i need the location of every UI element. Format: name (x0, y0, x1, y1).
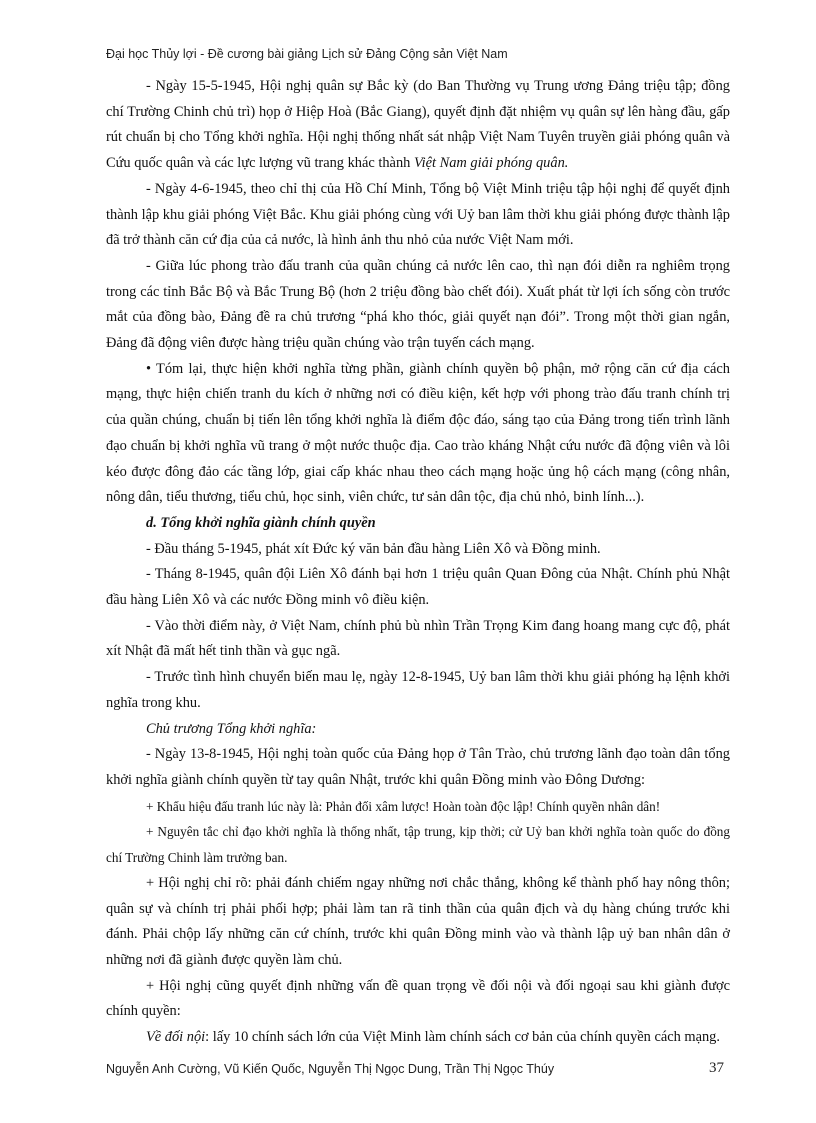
paragraph-khu-giai-phong: - Ngày 4-6-1945, theo chỉ thị của Hồ Chí Minh, Tổng bộ Việt Minh triệu tập hội nghị để quyết định thành lập khu giải phóng Việt Bắc. Khu giải phóng cùng với Uỷ ban lâm thời khu giải phóng được thành lập đã trở thành căn cứ địa của cả nước, là hình ảnh thu nhỏ của nước Việt Nam mới. (106, 180, 730, 249)
paragraph-nan-doi: - Giữa lúc phong trào đấu tranh của quần chúng cả nước lên cao, thì nạn đói diễn ra nghiêm trọng trong các tỉnh Bắc Bộ và Bắc Trung Bộ (hơn 2 triệu đồng bào chết đói). Xuất phát từ lợi ích sống còn trước mắt của đồng bào, Đảng đề ra chủ trương “phá kho thóc, giải quyết nạn đói”. Trong một thời gian ngắn, Đảng đã động viên được hàng triệu quần chúng vào trận tuyến cách mạng. (106, 257, 730, 352)
paragraph-lenh-khoi-nghia: - Trước tình hình chuyển biến mau lẹ, ngày 12-8-1945, Uỷ ban lâm thời khu giải phóng hạ lệnh khởi nghĩa trong khu. (106, 669, 730, 711)
paragraph-nguyen-tac: + Nguyên tắc chỉ đạo khởi nghĩa là thống nhất, tập trung, kịp thời; cử Uỷ ban khởi nghĩa toàn quốc do đồng chí Trường Chinh làm trưởng ban. (106, 824, 730, 866)
sub-heading: Chủ trương Tổng khởi nghĩa: (146, 720, 317, 737)
paragraph-duc-dau-hang: - Đầu tháng 5-1945, phát xít Đức ký văn bản đầu hàng Liên Xô và Đồng minh. (146, 540, 601, 557)
paragraph-hoi-nghi-toan-quoc: - Ngày 13-8-1945, Hội nghị toàn quốc của Đảng họp ở Tân Trào, chủ trương lãnh đạo toàn dân tổng khởi nghĩa giành chính quyền từ tay quân Nhật, trước khi quân Đồng minh vào Đông Dương: (106, 746, 730, 788)
paragraph-text: Tóm lại, thực hiện khởi nghĩa từng phần, giành chính quyền bộ phận, mở rộng căn cứ địa cách mạng, thực hiện chiến tranh du kích ở những nơi có điều kiện, kết hợp với phong trào đấu tranh chính trị của quần chúng, chuẩn bị tiến lên tổng khởi nghĩa là điểm độc đáo, sáng tạo của Đảng trong tiến trình lãnh đạo chuẩn bị khởi nghĩa vũ trang ở một nước thuộc địa. Cao trào kháng Nhật cứu nước đã động viên và lôi kéo được đông đảo các tầng lớp, giai cấp khác nhau theo cách mạng hoặc ủng hộ cách mạng (công nhân, nông dân, tiểu thương, tiểu chủ, học sinh, viên chức, tư sản dân tộc, địa chủ nhỏ, binh lính...). (106, 360, 730, 506)
paragraph-text: - Ngày 15-5-1945, Hội nghị quân sự Bắc kỳ (do Ban Thường vụ Trung ương Đảng triệu tập; đồng chí Trường Chinh chủ trì) họp ở Hiệp Hoà (Bắc Giang), quyết định đặt nhiệm vụ quân sự lên hàng đầu, gấp rút chuẩn bị cho Tổng khởi nghĩa. Hội nghị thống nhất sát nhập Việt Nam Tuyên truyền giải phóng quân và Cứu quốc quân và các lực lượng vũ trang khác thành (106, 78, 730, 172)
page-body (106, 74, 730, 1051)
paragraph-hoi-nghi-quan-su (106, 74, 730, 177)
bullet: • (146, 360, 152, 377)
paragraph-text: : lấy 10 chính sách lớn của Việt Minh làm chính sách cơ bản của chính quyền cách mạng. (205, 1029, 720, 1046)
paragraph-khau-hieu: + Khẩu hiệu đấu tranh lúc này là: Phản đối xâm lược! Hoàn toàn độc lập! Chính quyền nhân dân! (146, 798, 661, 814)
paragraph-ve-doi-noi (106, 1025, 730, 1051)
section-heading: d. Tổng khởi nghĩa giành chính quyền (146, 514, 376, 531)
paragraph-nhat-dau-hang: - Tháng 8-1945, quân đội Liên Xô đánh bại hơn 1 triệu quân Quan Đông của Nhật. Chính phủ Nhật đầu hàng Liên Xô và các nước Đồng minh vô điều kiện. (106, 566, 730, 609)
italic-term: Việt Nam giải phóng quân. (413, 155, 569, 172)
paragraph-chinh-phu-bu-nhin: - Vào thời điểm này, ở Việt Nam, chính phủ bù nhìn Trần Trọng Kim đang hoang mang cực độ, phát xít Nhật đã mất hết tinh thần và gục ngã. (106, 617, 730, 660)
paragraph-tom-lai (106, 357, 730, 511)
footer-authors: Nguyễn Anh Cường, Vũ Kiến Quốc, Nguyễn Thị Ngọc Dung, Trần Thị Ngọc Thúy (106, 1062, 555, 1076)
italic-term: Về đối nội (146, 1029, 206, 1046)
page-number: 37 (709, 1060, 724, 1076)
paragraph-hoi-nghi-chi-ro: + Hội nghị chỉ rõ: phải đánh chiếm ngay những nơi chắc thắng, không kể thành phố hay nông thôn; quân sự và chính trị phải phối hợp; phải làm tan rã tinh thần của quân địch và dụ hàng chúng trước khi đánh. Phải chộp lấy những căn cứ chính, trước khi quân Đồng minh vào và thành lập uỷ ban nhân dân ở những nơi đã giành được quyền làm chủ. (106, 874, 730, 968)
paragraph-doi-noi-doi-ngoai: + Hội nghị cũng quyết định những vấn đề quan trọng về đối nội và đối ngoại sau khi giành được chính quyền: (106, 977, 730, 1020)
page-header: Đại học Thủy lợi - Đề cương bài giảng Lịch sử Đảng Cộng sản Việt Nam (106, 47, 508, 61)
